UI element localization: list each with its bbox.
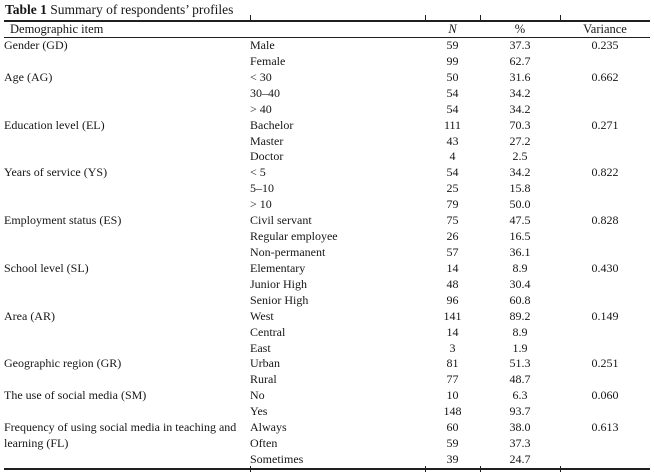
demographic-item-cell: Age (AG) bbox=[4, 69, 53, 84]
percent-value-cell: 51.3 bbox=[509, 356, 531, 371]
table-row bbox=[4, 165, 650, 181]
column-tick-mark bbox=[560, 466, 561, 472]
respondents-profile-table bbox=[4, 20, 650, 470]
demographic-item-cell: Area (AR) bbox=[4, 308, 55, 323]
percent-value-cell: 60.8 bbox=[509, 292, 531, 307]
variance-value-cell: 0.149 bbox=[591, 308, 619, 323]
percent-value-cell: 89.2 bbox=[509, 308, 531, 323]
variance-value-cell: 0.060 bbox=[591, 388, 619, 403]
percent-value-cell: 8.9 bbox=[512, 324, 528, 339]
column-tick-mark bbox=[425, 466, 426, 472]
category-cell: Civil servant bbox=[250, 213, 312, 228]
percent-value-cell: 37.3 bbox=[509, 436, 531, 451]
table-row bbox=[4, 261, 650, 277]
table-row bbox=[4, 38, 650, 54]
n-value-cell: 57 bbox=[446, 244, 459, 259]
category-cell: Doctor bbox=[250, 149, 284, 164]
n-value-cell: 111 bbox=[443, 117, 462, 132]
n-value-cell: 43 bbox=[446, 133, 459, 148]
percent-value-cell: 37.3 bbox=[509, 38, 531, 52]
n-value-cell: 60 bbox=[446, 420, 459, 435]
category-cell: Senior High bbox=[250, 292, 309, 307]
variance-value-cell: 0.613 bbox=[591, 420, 619, 435]
percent-value-cell: 62.7 bbox=[509, 53, 531, 68]
table-body bbox=[4, 38, 650, 469]
category-cell: > 10 bbox=[250, 197, 272, 212]
variance-value-cell: 0.235 bbox=[591, 38, 619, 52]
variance-value-cell: 0.822 bbox=[591, 165, 619, 180]
table-row bbox=[4, 70, 650, 86]
variance-value-cell: 0.271 bbox=[591, 117, 619, 132]
category-cell: < 30 bbox=[250, 69, 272, 84]
variance-value-cell: 0.828 bbox=[591, 213, 619, 228]
percent-value-cell: 36.1 bbox=[509, 244, 531, 259]
percent-value-cell: 34.2 bbox=[509, 85, 531, 100]
percent-value-cell: 48.7 bbox=[509, 372, 531, 387]
percent-value-cell: 1.9 bbox=[512, 340, 528, 355]
n-value-cell: 54 bbox=[446, 165, 459, 180]
category-cell: Bachelor bbox=[250, 117, 294, 132]
category-cell: < 5 bbox=[250, 165, 266, 180]
percent-value-cell: 27.2 bbox=[509, 133, 531, 148]
header-percent: % bbox=[480, 21, 560, 38]
n-value-cell: 99 bbox=[446, 53, 459, 68]
table-row bbox=[4, 420, 650, 436]
column-tick-mark bbox=[250, 466, 251, 472]
category-cell: > 40 bbox=[250, 101, 272, 116]
category-cell: Regular employee bbox=[250, 229, 338, 244]
n-value-cell: 14 bbox=[446, 324, 459, 339]
table-caption-text: Summary of respondents’ profiles bbox=[50, 2, 234, 17]
n-value-cell: 54 bbox=[446, 101, 459, 116]
category-cell: Often bbox=[250, 436, 278, 451]
variance-value-cell: 0.430 bbox=[591, 260, 619, 275]
category-cell: Sometimes bbox=[250, 451, 304, 466]
n-value-cell: 39 bbox=[446, 451, 459, 466]
category-cell: Junior High bbox=[250, 276, 307, 291]
n-value-cell: 48 bbox=[446, 276, 459, 291]
n-value-cell: 77 bbox=[446, 372, 459, 387]
percent-value-cell: 6.3 bbox=[512, 388, 528, 403]
demographic-item-cell: Geographic region (GR) bbox=[4, 356, 122, 371]
column-tick-mark bbox=[480, 466, 481, 472]
category-cell: No bbox=[250, 388, 265, 403]
header-demographic-item: Demographic item bbox=[4, 21, 425, 38]
demographic-item-cell: Years of service (YS) bbox=[4, 165, 108, 180]
category-cell: Always bbox=[250, 420, 287, 435]
n-value-cell: 59 bbox=[446, 38, 459, 52]
percent-value-cell: 34.2 bbox=[509, 101, 531, 116]
n-value-cell: 3 bbox=[449, 340, 456, 355]
demographic-item-cell: Frequency of using social media in teaching and learning (FL) bbox=[4, 420, 237, 450]
category-cell: West bbox=[250, 308, 274, 323]
percent-value-cell: 50.0 bbox=[509, 197, 531, 212]
demographic-item-cell: The use of social media (SM) bbox=[4, 388, 147, 403]
category-cell: Elementary bbox=[250, 260, 306, 275]
n-value-cell: 54 bbox=[446, 85, 459, 100]
n-value-cell: 75 bbox=[446, 213, 459, 228]
category-cell: Female bbox=[250, 53, 286, 68]
demographic-item-cell: Gender (GD) bbox=[4, 38, 68, 52]
n-value-cell: 25 bbox=[446, 181, 459, 196]
percent-value-cell: 30.4 bbox=[509, 276, 531, 291]
n-value-cell: 141 bbox=[443, 308, 462, 323]
table-row bbox=[4, 356, 650, 372]
category-cell: 30–40 bbox=[250, 85, 280, 100]
n-value-cell: 26 bbox=[446, 229, 459, 244]
percent-value-cell: 93.7 bbox=[509, 404, 531, 419]
table-row bbox=[4, 118, 650, 134]
percent-value-cell: 16.5 bbox=[509, 229, 531, 244]
category-cell: Central bbox=[250, 324, 286, 339]
category-cell: Urban bbox=[250, 356, 280, 371]
table-number-label: Table 1 bbox=[5, 2, 47, 17]
percent-value-cell: 34.2 bbox=[509, 165, 531, 180]
demographic-item-cell: School level (SL) bbox=[4, 260, 89, 275]
n-value-cell: 148 bbox=[443, 404, 462, 419]
n-value-cell: 4 bbox=[449, 149, 456, 164]
table-row bbox=[4, 309, 650, 325]
category-cell: Yes bbox=[250, 404, 268, 419]
demographic-item-cell: Education level (EL) bbox=[4, 117, 105, 132]
category-cell: 5–10 bbox=[250, 181, 274, 196]
percent-value-cell: 8.9 bbox=[512, 260, 528, 275]
header-variance: Variance bbox=[560, 21, 650, 38]
percent-value-cell: 31.6 bbox=[509, 69, 531, 84]
variance-value-cell: 0.251 bbox=[591, 356, 619, 371]
percent-value-cell: 15.8 bbox=[509, 181, 531, 196]
n-value-cell: 79 bbox=[446, 197, 459, 212]
table-header-row bbox=[4, 21, 650, 38]
percent-value-cell: 70.3 bbox=[509, 117, 531, 132]
percent-value-cell: 2.5 bbox=[512, 149, 528, 164]
header-n: N bbox=[425, 21, 480, 38]
table-row bbox=[4, 388, 650, 404]
percent-value-cell: 38.0 bbox=[509, 420, 531, 435]
category-cell: Rural bbox=[250, 372, 277, 387]
n-value-cell: 96 bbox=[446, 292, 459, 307]
n-value-cell: 50 bbox=[446, 69, 459, 84]
percent-value-cell: 47.5 bbox=[509, 213, 531, 228]
n-value-cell: 59 bbox=[446, 436, 459, 451]
category-cell: Male bbox=[250, 38, 275, 52]
n-value-cell: 81 bbox=[446, 356, 459, 371]
demographic-item-cell: Employment status (ES) bbox=[4, 213, 122, 228]
table-row bbox=[4, 213, 650, 229]
percent-value-cell: 24.7 bbox=[509, 451, 531, 466]
category-cell: East bbox=[250, 340, 271, 355]
table-caption bbox=[5, 2, 233, 18]
category-cell: Non-permanent bbox=[250, 244, 326, 259]
n-value-cell: 10 bbox=[446, 388, 459, 403]
n-value-cell: 14 bbox=[446, 260, 459, 275]
category-cell: Master bbox=[250, 133, 284, 148]
variance-value-cell: 0.662 bbox=[591, 69, 619, 84]
